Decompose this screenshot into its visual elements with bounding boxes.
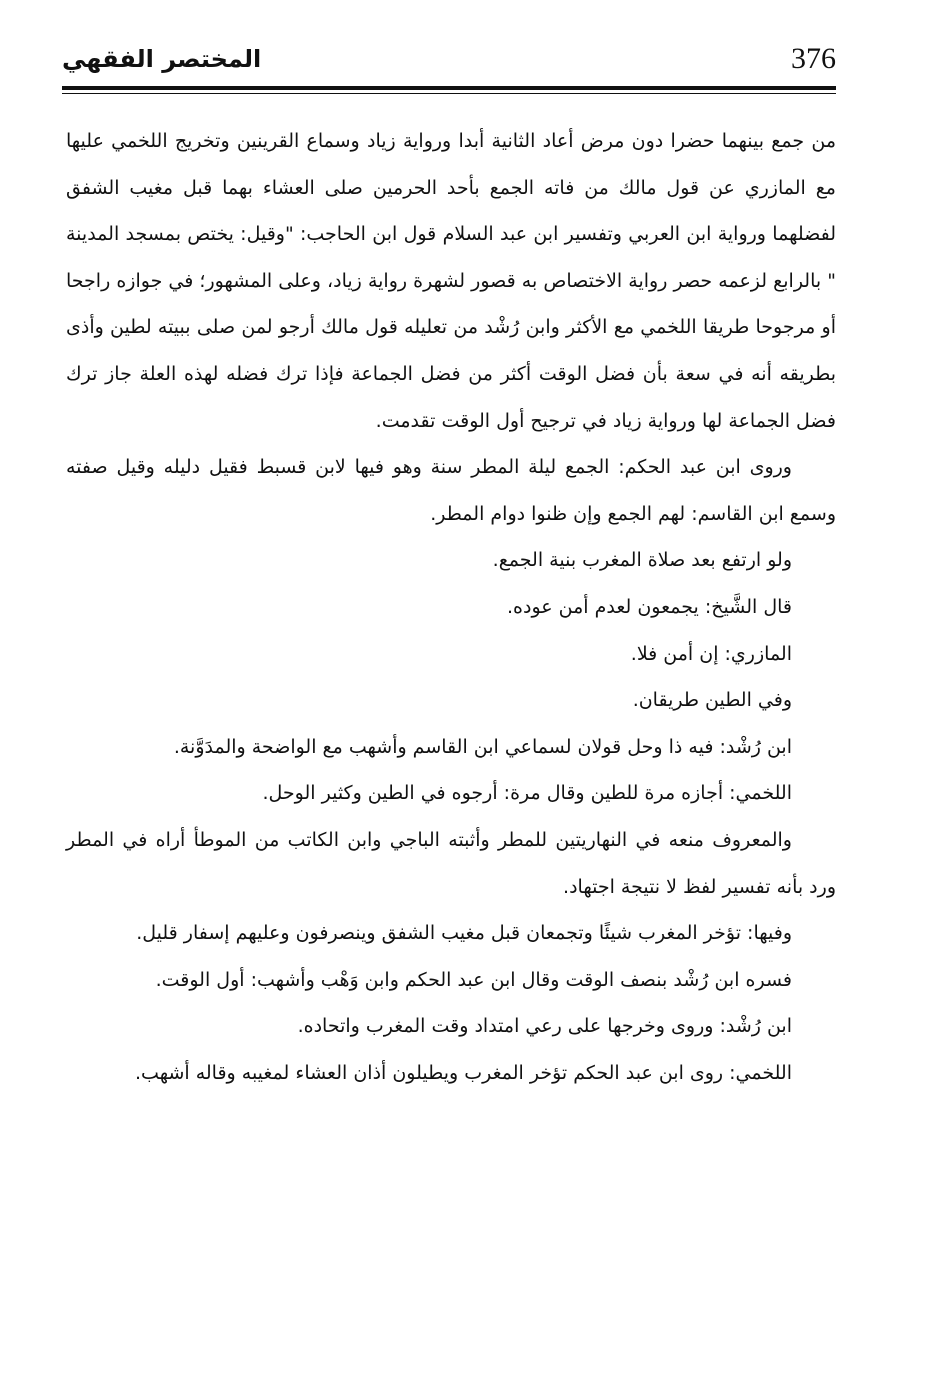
body-text bbox=[66, 118, 836, 1096]
page-number: 376 bbox=[791, 42, 836, 75]
paragraph: وفي الطين طريقان. bbox=[632, 689, 792, 712]
paragraph: وفيها: تؤخر المغرب شيئًا وتجمعان قبل مغيب الشفق وينصرفون وعليهم إسفار قليل. bbox=[136, 922, 792, 945]
paragraph: ابن رُشْد: وروى وخرجها على رعي امتداد وقت المغرب واتحاده. bbox=[297, 1015, 792, 1038]
header-rule-thick bbox=[62, 86, 836, 90]
paragraph: ولو ارتفع بعد صلاة المغرب بنية الجمع. bbox=[492, 549, 792, 572]
paragraph: اللخمي: روى ابن عبد الحكم تؤخر المغرب ويطيلون أذان العشاء لمغيبه وقاله أشهب. bbox=[135, 1061, 792, 1084]
paragraph: اللخمي: أجازه مرة للطين وقال مرة: أرجوه في الطين وكثير الوحل. bbox=[262, 782, 792, 805]
paragraph: وروى ابن عبد الحكم: الجمع ليلة المطر سنة وهو فيها لابن قسبط فقيل دليله وقيل صفته وسمع ابن القاسم: لهم الجمع وإن ظنوا دوام المطر. bbox=[66, 456, 836, 525]
paragraph: ابن رُشْد: فيه ذا وحل قولان لسماعي ابن القاسم وأشهب مع الواضحة والمدَوَّنة. bbox=[173, 735, 792, 758]
paragraph: والمعروف منعه في النهاريتين للمطر وأثبته الباجي وابن الكاتب من الموطأ أراه في المطر ورد بأنه تفسير لفظ لا نتيجة اجتهاد. bbox=[66, 828, 836, 898]
paragraph: المازري: إن أمن فلا. bbox=[630, 642, 792, 665]
running-title: المختصر الفقهي bbox=[62, 45, 262, 73]
paragraph: قال الشَّيخ: يجمعون لعدم أمن عوده. bbox=[507, 595, 792, 618]
paragraph: فسره ابن رُشْد بنصف الوقت وقال ابن عبد الحكم وابن وَهْب وأشهب: أول الوقت. bbox=[155, 968, 792, 991]
header-rule-thin bbox=[62, 93, 836, 94]
paragraph: من جمع بينهما حضرا دون مرض أعاد الثانية أبدا ورواية زياد وسماع القرينين وتخريج اللخمي عليها مع المازري عن قول مالك من فاته الجمع بأحد الحرمين صلى العشاء بهما قبل مغيب الشفق لفضلهما ورواية ابن العربي وتفسير ابن عبد السلام قول ابن الحاجب: "وقيل: يختص بمسجد المدينة " بالرابع لزعمه حصر رواية الاختصاص به قصور لشهرة رواية زياد، وعلى المشهور؛ في جوازه راجحا أو مرجوحا طريقا اللخمي مع الأكثر وابن رُشْد من تعليله قول مالك أرجو لمن صلى ببيته لطين وأذى بطريقه أنه في سعة بأن فضل الوقت أكثر من فضل الجماعة فإذا ترك فضله لهذه العلة جاز ترك فضل الجماعة لها ورواية زياد في ترجيح أول الوقت تقدمت. bbox=[66, 130, 836, 432]
